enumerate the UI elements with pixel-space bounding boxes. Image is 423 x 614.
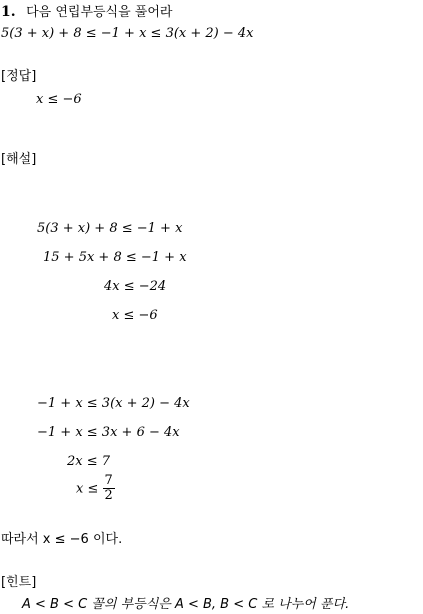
fraction-numerator: 7	[104, 473, 113, 488]
conclusion: 따라서 x ≤ −6 이다.	[1, 532, 123, 547]
problem-line	[1, 5, 172, 19]
fraction-denominator: 2	[104, 488, 113, 504]
solution-step: 2x ≤ 7	[67, 454, 111, 469]
answer-value: x ≤ −6	[36, 92, 82, 107]
solution-step: 5(3 + x) + 8 ≤ −1 + x	[37, 221, 183, 236]
solution-header: [해설]	[1, 152, 37, 167]
solution-step: −1 + x ≤ 3x + 6 − 4x	[37, 425, 180, 440]
hint-header: [힌트]	[1, 575, 37, 590]
solution-step: 4x ≤ −24	[104, 279, 167, 294]
hint-text: A < B < C 꼴의 부등식은 A < B, B < C 로 나누어 푼다.	[22, 597, 350, 612]
solution-step: 15 + 5x + 8 ≤ −1 + x	[43, 250, 187, 265]
answer-header: [정답]	[1, 69, 37, 84]
problem-number: 1.	[1, 4, 16, 20]
problem-expression: 5(3 + x) + 8 ≤ −1 + x ≤ 3(x + 2) − 4x	[1, 26, 254, 41]
solution-step: x ≤ −6	[112, 308, 158, 323]
solution-step: −1 + x ≤ 3(x + 2) − 4x	[37, 396, 190, 411]
fraction-lhs: x ≤	[76, 481, 99, 497]
solution-step-fraction	[76, 474, 115, 504]
problem-instruction: 다음 연립부등식을 풀어라	[26, 5, 173, 20]
fraction	[103, 474, 115, 504]
